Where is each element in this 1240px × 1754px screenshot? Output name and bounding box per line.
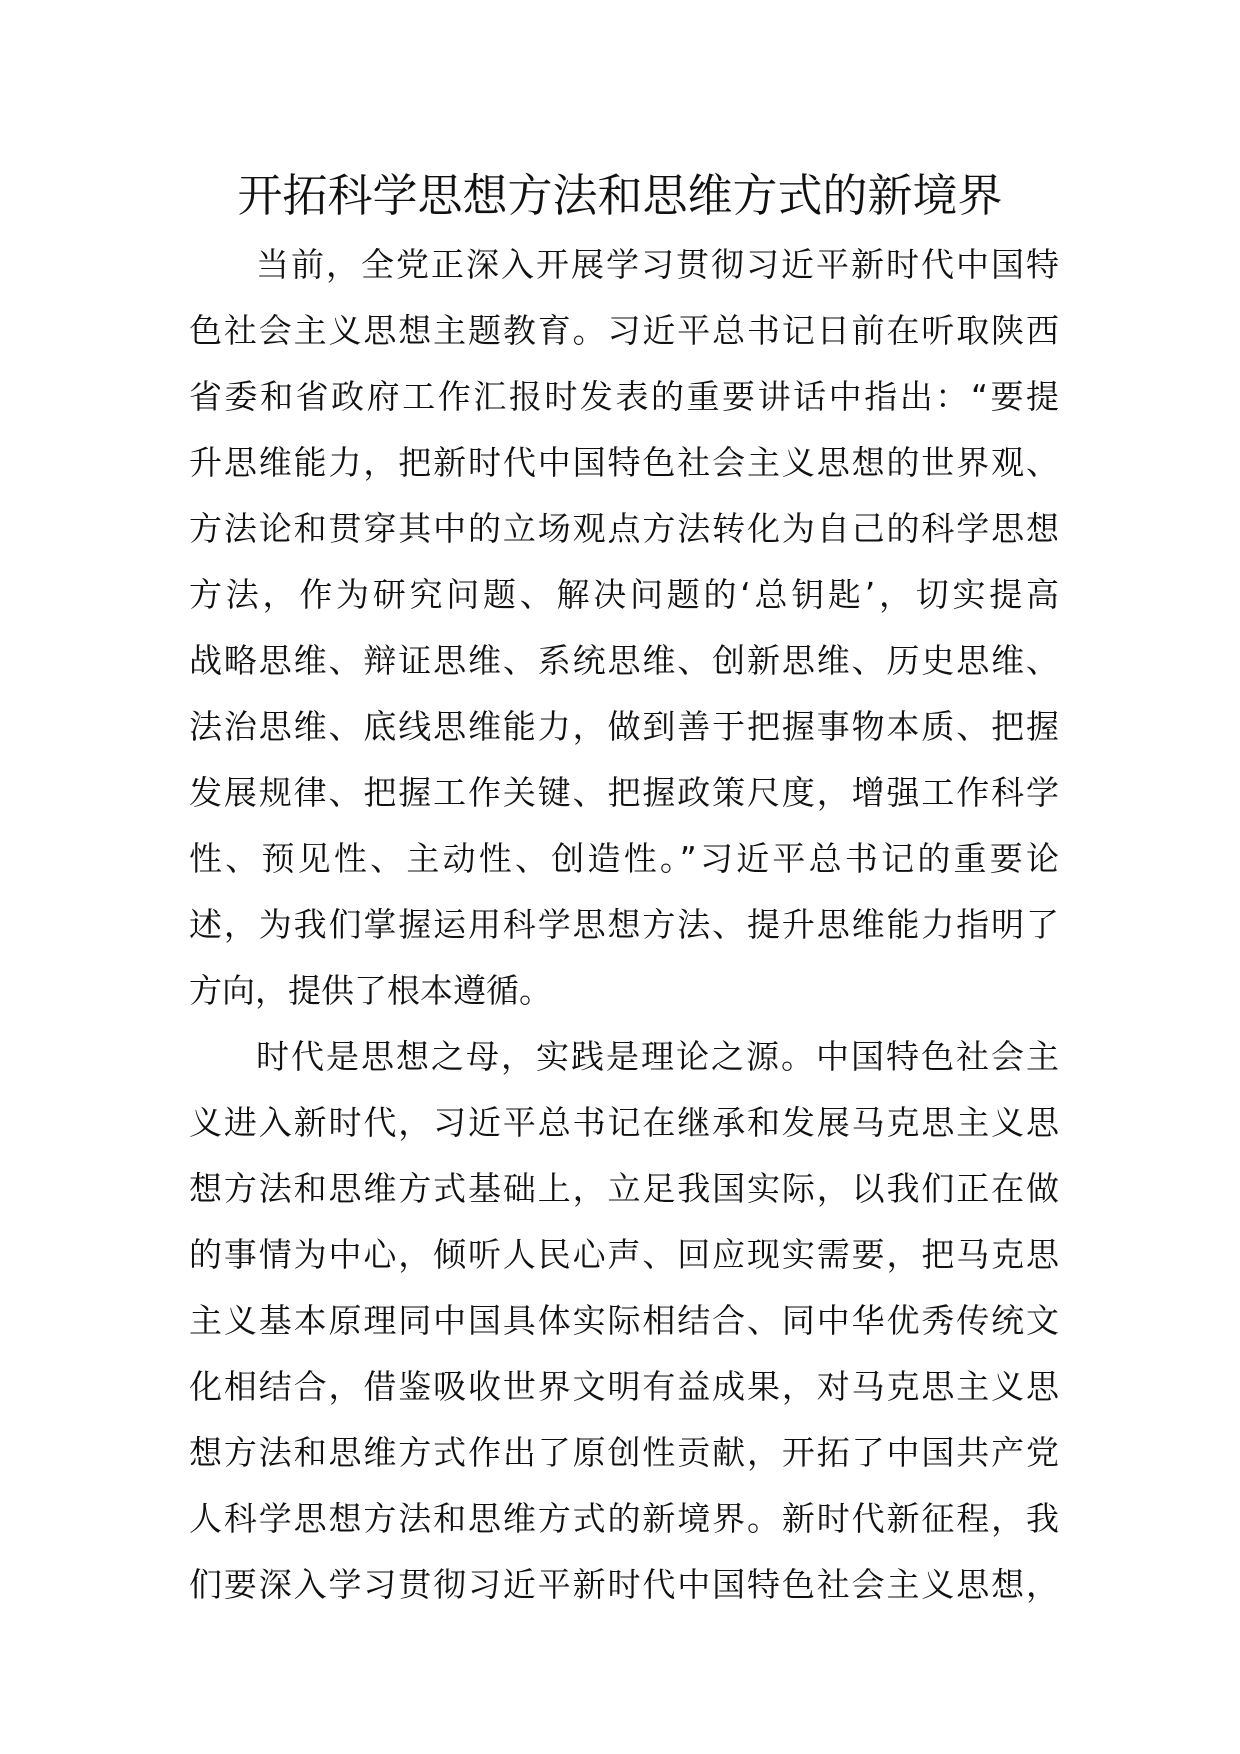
paragraph-1-line-10: 性、预见性、主动性、创造性。”习近平总书记的重要论 [189,839,1059,878]
paragraph-1-line-7: 战略思维、辩证思维、系统思维、创新思维、历史思维、 [189,641,1059,680]
paragraph-2-line-4: 的事情为中心，倾听人民心声、回应现实需要，把马克思 [189,1235,1059,1274]
paragraph-2-line-5: 主义基本原理同中国具体实际相结合、同中华优秀传统文 [189,1301,1059,1340]
document-title: 开拓科学思想方法和思维方式的新境界 [237,169,1003,222]
paragraph-1-line-5: 方法论和贯穿其中的立场观点方法转化为自己的科学思想 [189,509,1059,548]
paragraph-1-line-6: 方法，作为研究问题、解决问题的‘总钥匙’，切实提高 [189,575,1059,614]
paragraph-2-line-9: 们要深入学习贯彻习近平新时代中国特色社会主义思想， [189,1565,1059,1604]
paragraph-1-line-3: 省委和省政府工作汇报时发表的重要讲话中指出：“要提 [189,377,1059,416]
paragraph-1-line-4: 升思维能力，把新时代中国特色社会主义思想的世界观、 [189,443,1059,482]
paragraph-2-line-7: 想方法和思维方式作出了原创性贡献，开拓了中国共产党 [189,1433,1059,1472]
paragraph-2-line-3: 想方法和思维方式基础上，立足我国实际，以我们正在做 [189,1169,1059,1208]
paragraph-2-line-6: 化相结合，借鉴吸收世界文明有益成果，对马克思主义思 [189,1367,1059,1406]
paragraph-2-line-1: 时代是思想之母，实践是理论之源。中国特色社会主 [256,1037,1059,1076]
paragraph-1-line-1: 当前，全党正深入开展学习贯彻习近平新时代中国特 [256,245,1059,284]
paragraph-1-line-11: 述，为我们掌握运用科学思想方法、提升思维能力指明了 [189,905,1059,944]
paragraph-1-line-9: 发展规律、把握工作关键、把握政策尺度，增强工作科学 [189,773,1059,812]
paragraph-2-line-2: 义进入新时代，习近平总书记在继承和发展马克思主义思 [189,1103,1059,1142]
paragraph-2-line-8: 人科学思想方法和思维方式的新境界。新时代新征程，我 [189,1499,1059,1538]
paragraph-1-line-12: 方向，提供了根本遵循。 [189,971,552,1010]
paragraph-1-line-8: 法治思维、底线思维能力，做到善于把握事物本质、把握 [189,707,1059,746]
paragraph-1-line-2: 色社会主义思想主题教育。习近平总书记日前在听取陕西 [189,311,1059,350]
